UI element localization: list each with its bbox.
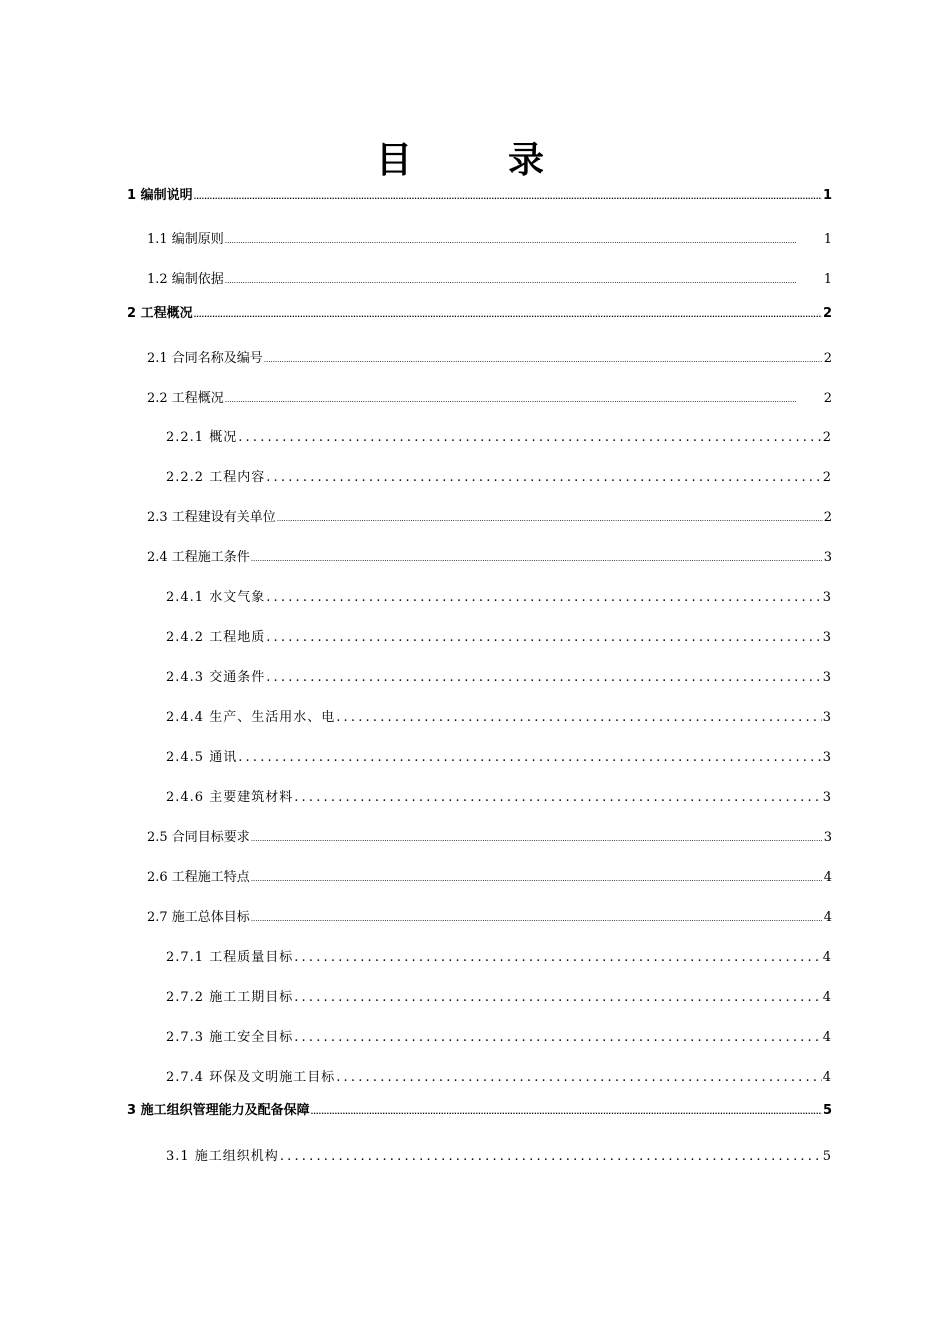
toc-entry-page: 4 xyxy=(823,870,832,885)
toc-entry[interactable] xyxy=(166,628,832,648)
toc-entry-page: 3 xyxy=(822,750,832,765)
toc-entry-title: 2.4.5 通讯 xyxy=(166,750,238,765)
toc-entry[interactable] xyxy=(147,389,832,410)
toc-entry-title: 2.4.4 生产、生活用水、电 xyxy=(166,710,336,725)
dot-leader xyxy=(251,549,823,569)
toc-entry-page: 3 xyxy=(822,670,832,685)
toc-entry-page: 5 xyxy=(822,1149,832,1164)
toc-entry-page: 3 xyxy=(822,710,832,725)
toc-entry[interactable] xyxy=(147,868,832,889)
dot-leader xyxy=(251,829,823,849)
toc-entry-title: 1.2 编制依据 xyxy=(147,272,224,287)
toc-entry-page: 5 xyxy=(822,1103,832,1118)
toc-entry[interactable] xyxy=(166,1147,832,1167)
toc-entry-title: 2.7.2 施工工期目标 xyxy=(166,990,294,1005)
toc-entry-page: 2 xyxy=(822,430,832,445)
toc-entry-page: 4 xyxy=(822,1070,832,1085)
dot-leader xyxy=(277,509,823,529)
toc-entry-title: 2 工程概况 xyxy=(127,306,193,321)
dot-leader xyxy=(225,390,823,410)
toc-entry-page: 2 xyxy=(823,510,832,525)
toc-entry-page: 3 xyxy=(822,590,832,605)
toc-entry[interactable] xyxy=(166,588,832,608)
toc-entry-title: 2.4.1 水文气象 xyxy=(166,590,266,605)
toc-entry-page: 1 xyxy=(823,232,832,247)
dot-leader xyxy=(225,271,823,291)
dot-leader xyxy=(336,1068,822,1088)
toc-entry-title: 2.2.2 工程内容 xyxy=(166,470,266,485)
toc-entry[interactable] xyxy=(127,186,832,207)
toc-entry[interactable] xyxy=(166,988,832,1008)
toc-entry-page: 3 xyxy=(823,550,832,565)
toc-entry[interactable] xyxy=(166,668,832,688)
dot-leader xyxy=(280,1147,822,1167)
toc-entry-title: 2.1 合同名称及编号 xyxy=(147,351,263,366)
toc-entry-page: 1 xyxy=(823,272,832,287)
toc-entry-page: 1 xyxy=(822,188,832,203)
toc-entry-page: 3 xyxy=(822,790,832,805)
toc-entry-page: 2 xyxy=(822,470,832,485)
dot-leader xyxy=(266,468,822,488)
toc-entry-page: 3 xyxy=(823,830,832,845)
toc-entry-title: 1 编制说明 xyxy=(127,188,193,203)
dot-leader xyxy=(251,909,823,929)
toc-entry-title: 2.5 合同目标要求 xyxy=(147,830,250,845)
toc-entry-title: 2.7.1 工程质量目标 xyxy=(166,950,294,965)
dot-leader xyxy=(225,231,823,251)
toc-entry[interactable] xyxy=(147,828,832,849)
toc-entry-title: 2.7.4 环保及文明施工目标 xyxy=(166,1070,336,1085)
dot-leader xyxy=(294,788,822,808)
dot-leader xyxy=(266,668,822,688)
dot-leader xyxy=(266,628,822,648)
toc-entry[interactable] xyxy=(147,908,832,929)
toc-entry-page: 4 xyxy=(822,990,832,1005)
dot-leader xyxy=(251,869,823,889)
dot-leader xyxy=(336,708,822,728)
toc-entry[interactable] xyxy=(166,788,832,808)
toc-entry-title: 2.7.3 施工安全目标 xyxy=(166,1030,294,1045)
toc-entry-title: 2.7 施工总体目标 xyxy=(147,910,250,925)
toc-entry-page: 4 xyxy=(822,1030,832,1045)
dot-leader xyxy=(264,350,823,370)
toc-entry-page: 2 xyxy=(823,391,832,406)
dot-leader xyxy=(311,1102,822,1122)
toc-entry[interactable] xyxy=(166,1028,832,1048)
toc-entry[interactable] xyxy=(147,230,832,251)
dot-leader xyxy=(266,588,822,608)
toc-entry[interactable] xyxy=(166,1068,832,1088)
dot-leader xyxy=(294,988,822,1008)
page-title: 目 录 xyxy=(375,140,574,181)
toc-entry-title: 2.4.3 交通条件 xyxy=(166,670,266,685)
toc-entry-title: 2.4.2 工程地质 xyxy=(166,630,266,645)
dot-leader xyxy=(238,748,822,768)
toc-entry-title: 2.4 工程施工条件 xyxy=(147,550,250,565)
toc-entry[interactable] xyxy=(147,548,832,569)
toc-entry[interactable] xyxy=(166,948,832,968)
toc-entry-title: 2.2 工程概况 xyxy=(147,391,224,406)
dot-leader xyxy=(194,305,822,325)
toc-entry-title: 1.1 编制原则 xyxy=(147,232,224,247)
toc-entry-page: 2 xyxy=(822,306,832,321)
toc-entry-title: 3.1 施工组织机构 xyxy=(166,1149,279,1164)
toc-entry-page: 2 xyxy=(823,351,832,366)
toc-entry[interactable] xyxy=(166,468,832,488)
toc-entry[interactable] xyxy=(166,748,832,768)
dot-leader xyxy=(294,1028,822,1048)
toc-entry-page: 3 xyxy=(822,630,832,645)
toc-entry[interactable] xyxy=(166,428,832,448)
toc-entry-page: 4 xyxy=(822,950,832,965)
toc-entry-title: 3 施工组织管理能力及配备保障 xyxy=(127,1103,310,1118)
toc-entry-page: 4 xyxy=(823,910,832,925)
toc-entry-title: 2.2.1 概况 xyxy=(166,430,238,445)
toc-entry-title: 2.4.6 主要建筑材料 xyxy=(166,790,294,805)
toc-entry[interactable] xyxy=(127,1101,832,1122)
toc-entry[interactable] xyxy=(147,508,832,529)
dot-leader xyxy=(294,948,822,968)
toc-entry-title: 2.6 工程施工特点 xyxy=(147,870,250,885)
dot-leader xyxy=(194,187,822,207)
toc-entry[interactable] xyxy=(166,708,832,728)
toc-entry[interactable] xyxy=(127,304,832,325)
toc-entry-title: 2.3 工程建设有关单位 xyxy=(147,510,276,525)
toc-entry[interactable] xyxy=(147,349,832,370)
toc-entry[interactable] xyxy=(147,270,832,291)
dot-leader xyxy=(238,428,822,448)
